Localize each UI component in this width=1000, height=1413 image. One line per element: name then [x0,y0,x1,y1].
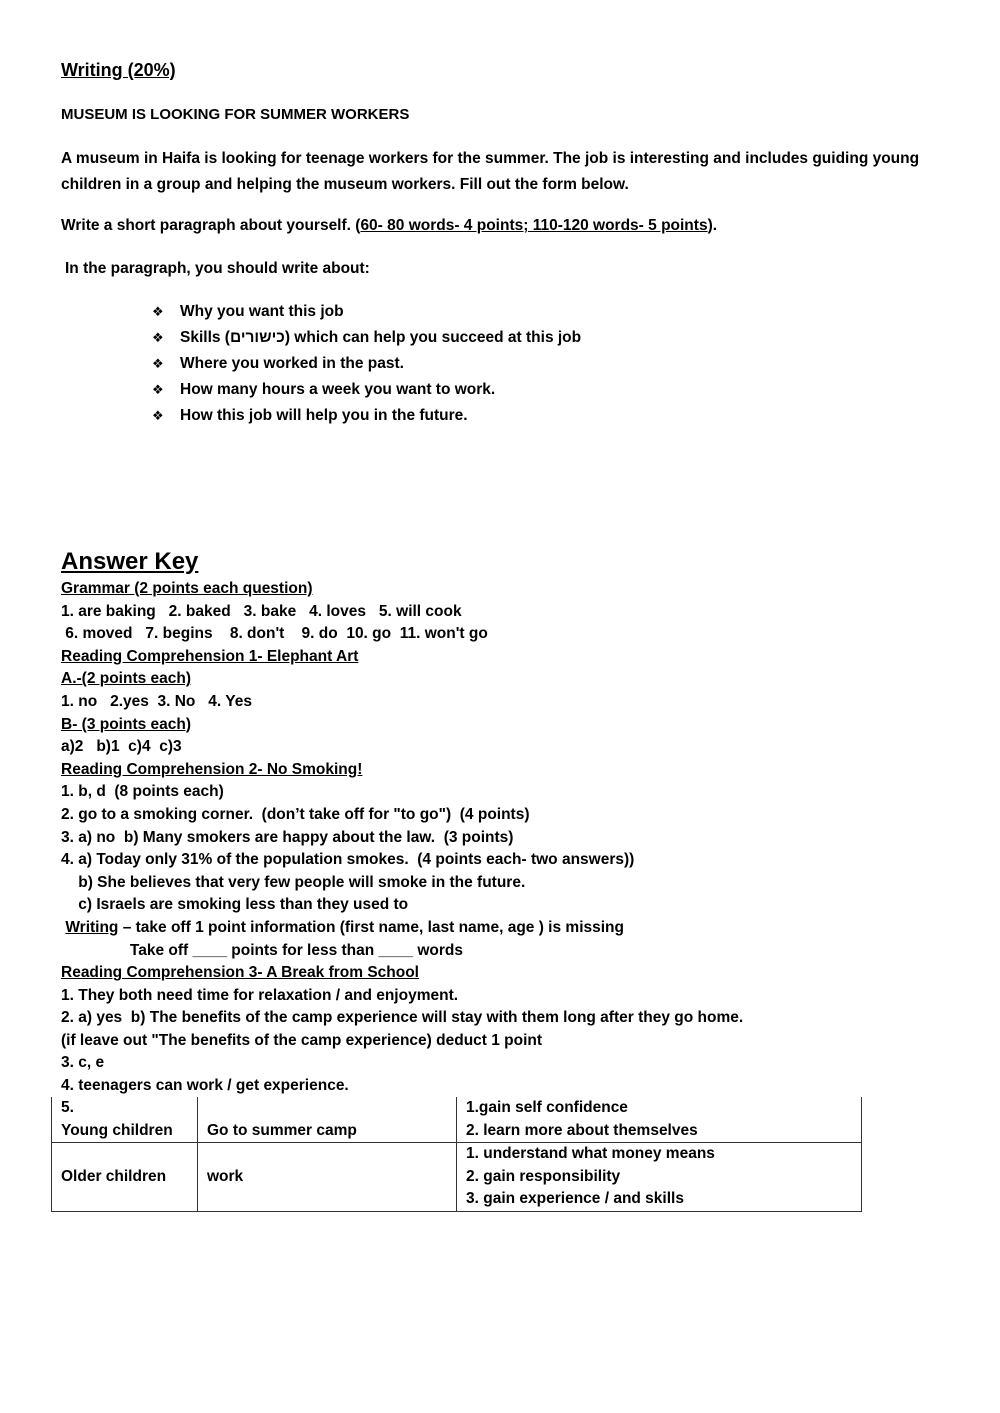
bullet-text: How this job will help you in the future. [180,407,468,424]
rc2-answer-line: 4. a) Today only 31% of the population smokes. (4 points each- two answers)) [61,851,635,869]
table-row [52,1097,862,1143]
rc3-answer-line: 3. c, e [61,1054,105,1072]
bullet-text: Where you worked in the past. [180,355,404,372]
rc2-answer-line: 3. a) no b) Many smokers are happy about the law. (3 points) [61,828,514,846]
rc1-part-a-answers: 1. no 2.yes 3. No 4. Yes [61,692,252,710]
question-number: 5. [61,1099,74,1116]
diamond-bullet-icon: ❖ [152,408,164,423]
rc1-part-b-heading: B- (3 points each) [61,715,192,733]
rc3-answer-line: 1. They both need time for relaxation / and enjoyment. [61,986,459,1004]
table-cell [457,1097,862,1143]
rc2-heading: Reading Comprehension 2- No Smoking! [61,760,363,778]
diamond-bullet-icon: ❖ [152,382,164,397]
list-item [152,352,581,378]
rc1-part-a-heading: A.-(2 points each) [61,670,192,688]
rc3-answer-line: (if leave out "The benefits of the camp experience) deduct 1 point [61,1031,543,1049]
rc3-heading: Reading Comprehension 3- A Break from School [61,964,419,982]
rc3-answer-line: 2. a) yes b) The benefits of the camp experience will stay with them long after they go home. [61,1009,744,1027]
benefit-item: 2. gain responsibility [466,1167,621,1185]
diamond-bullet-icon: ❖ [152,304,164,319]
bullet-text: Why you want this job [180,303,344,320]
rc3-answer-line: 4. teenagers can work / get experience. [61,1077,349,1095]
benefit-item: 1.gain self confidence [466,1099,628,1116]
grammar-answers-line: 1. are baking 2. baked 3. bake 4. loves 5. will cook [61,602,462,620]
list-item [152,378,581,404]
table-cell: Older children [52,1143,198,1212]
bullet-text: How many hours a week you want to work. [180,381,496,398]
table-cell: work [198,1143,457,1212]
rc2-answer-line: b) She believes that very few people will smoke in the future. [61,873,526,891]
list-item [152,300,581,326]
list-item [152,326,581,352]
answer-key-title: Answer Key [61,548,199,575]
rc2-answer-line: 1. b, d (8 points each) [61,783,224,801]
word-count-instruction [61,217,717,235]
grammar-answers-line: 6. moved 7. begins 8. don't 9. do 10. go 11. won't go [61,625,488,643]
rc1-heading: Reading Comprehension 1- Elephant Art [61,647,359,665]
group-label: Young children [61,1121,173,1139]
intro-paragraph: A museum in Haifa is looking for teenage workers for the summer. The job is interesting and includes guiding young children in a group and helping the museum workers. Fill out the form below. [61,150,920,193]
instruction-suffix: ). [707,217,718,234]
table-cell: Go to summer camp [198,1097,457,1143]
word-count-requirement: 60- 80 words- 4 points; 110-120 words- 5 points [360,217,708,234]
rc3-answer-table [51,1097,862,1212]
answer-key-body [61,578,961,1098]
rc2-answer-line: 2. go to a smoking corner. (don’t take off for "to go") (4 points) [61,805,530,823]
topic-bullet-list [152,300,581,430]
bullet-text: Skills (כישורים) which can help you succeed at this job [180,329,582,346]
list-item [152,404,581,430]
table-cell [457,1143,862,1212]
benefit-item: 3. gain experience / and skills [466,1190,684,1208]
rc1-part-b-answers: a)2 b)1 c)4 c)3 [61,738,182,756]
writing-note-label: Writing [65,918,119,936]
writing-note-text: – take off 1 point information (first name, last name, age ) is missing [118,918,624,936]
museum-heading: MUSEUM IS LOOKING FOR SUMMER WORKERS [61,106,410,123]
writing-grading-note-line2: Take off ____ points for less than ____ words [61,941,463,959]
grammar-heading: Grammar (2 points each question) [61,580,313,597]
writing-title: Writing (20%) [61,60,176,80]
table-cell [52,1097,198,1143]
benefit-item: 2. learn more about themselves [466,1121,698,1139]
benefit-item: 1. understand what money means [466,1145,715,1163]
rc2-answer-line: c) Israels are smoking less than they used to [61,896,409,914]
instruction-prefix: Write a short paragraph about yourself. ( [61,217,361,234]
table-row [52,1143,862,1212]
paragraph-lead: In the paragraph, you should write about: [65,260,370,277]
writing-grading-note [61,917,961,940]
diamond-bullet-icon: ❖ [152,356,164,371]
diamond-bullet-icon: ❖ [152,330,164,345]
